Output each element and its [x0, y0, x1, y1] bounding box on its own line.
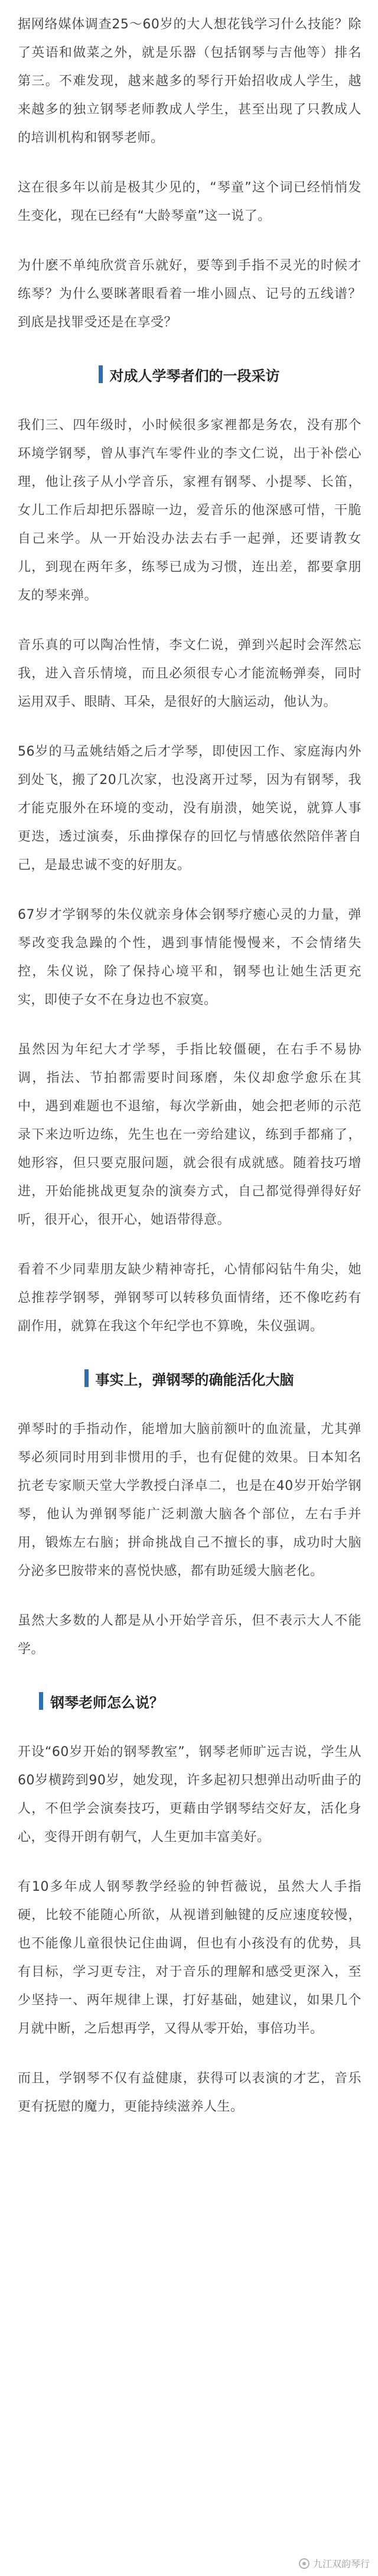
paragraph-piano-kids: 这在很多年以前是极其少见的，“琴童”这个词已经悄悄发生变化，现在已经有“大龄琴童”这一说了。: [18, 180, 361, 223]
paragraph-gap: [0, 1341, 378, 1359]
paragraph-practice: 虽然因为年纪大才学琴，手指比较僵硬，在右手不易协调，指法、节拍都需要时间琢磨，朱仪却愈学愈乐在其中，遇到难题也不退缩，每次学新曲，她会把老师的示范录下来边听边练，先生也在一旁给建议，练到手都痛了，她形容，但只要克服问题，就会很有成就感。随着技巧增进，开始能挑战更复杂的演奏方式，自己都觉得弹得好好听，很开心，很开心，她语带得意。: [18, 1042, 361, 1227]
heading-accent-bar: [39, 1692, 43, 1710]
account-watermark: [299, 2556, 370, 2570]
paragraph-gap: [0, 880, 378, 901]
paragraph-intro: 据网络媒体调查25～60岁的大人想花钱学习什么技能？除了英语和做菜之外，就是乐器（包括钢琴与吉他等）排名第三。不难发现，越来越多的琴行开始招收成人学生，越来越多的独立钢琴老师教成人学生，甚至出现了只教成人的培训机构和钢琴老师。: [18, 17, 361, 145]
paragraph-zhu-yi: 67岁才学钢琴的朱仪就亲身体会钢琴疗癒心灵的力量，弹琴改变我急躁的个性，遇到事情能慢慢来，不会情绪失控，朱仪说，除了保持心境平和，钢琴也让她生活更充实，即使子女不在身边也不寂寞。: [18, 908, 361, 1007]
paragraph-gap: [0, 1852, 378, 1873]
paragraph-gap: [0, 394, 378, 411]
paragraph-gap: [0, 1586, 378, 1607]
paragraph-teacher-zhong: 有10多年成人钢琴教学经验的钟哲薇说，虽然大人手指硬，比较不能随心所欲，从视谱到触键的反应速度较慢，也不能像儿童很快记住曲调，但也有小孩没有的优势，具有目标，学习更专注，对于音乐的理解和感受更深入，至少坚持一、两年规律上课，打好基础，她建议，如果几个月就中断，之后想再学，又得从零开始，事倍功半。: [18, 1880, 361, 2036]
section-heading-text: 钢琴老师怎么说？: [50, 1694, 164, 1711]
paragraph-gap: [0, 717, 378, 738]
section-heading-interview: [0, 355, 378, 394]
section-heading-brain: [0, 1359, 378, 1398]
paragraph-brain-activation: 弹琴时的手指动作，能增加大脑前额叶的血流量，尤其弹琴必须同时用到非惯用的手，也有促健的效果。日本知名抗老专家顺天堂大学教授白泽卓二，也是在40岁开始学钢琴，他认为弹钢琴能广泛刺激大脑各个部位，左右手并用，锻炼左右脑；拼命挑战自己不擅长的事，成功时大脑分泌多巴胺带来的喜悦快感，都有助延缓大脑老化。: [18, 1422, 361, 1579]
wechat-account-icon: [299, 2558, 309, 2569]
paragraph-li-wenren: 我们三、四年级时，小时候很多家裡都是务农，没有那个环境学钢琴，曾从事汽车零件业的李文仁说，出于补偿心理，他让孩子从小学音乐，家裡有钢琴、小提琴、长笛，女儿工作后却把乐器晾一边，爱音乐的他深感可惜，干脆自己来学。从一开始没办法去右手一起弹，还要请教女儿，到现在两年多，练琴已成为习惯，连出差，都要拿朋友的琴来弹。: [18, 418, 361, 603]
paragraph-ma-mengyao: 56岁的马孟姚结婚之后才学琴，即使因工作、家庭海内外到处飞，搬了20几次家，也没离开过琴，因为有钢琴，我才能克服外在环境的变动，没有崩溃，她笑说，就算人事更迭，透过演奏，乐曲撑保存的回忆与情感依然陪伴著自己，是最忠诚不变的好朋友。: [18, 744, 361, 873]
section-heading-text: 事实上，弹钢琴的确能活化大脑: [95, 1371, 294, 1388]
paragraph-recommend: 看着不少同辈朋友缺少精神寄托，心情郁闷钻牛角尖，她总推荐学钢琴，弹钢琴可以转移负面情绪，还不像吃药有副作用，就算在我这个年纪学也不算晚，朱仪强调。: [18, 1262, 361, 1334]
paragraph-gap: [0, 1234, 378, 1256]
paragraph-gap: [0, 610, 378, 631]
paragraph-gap: [0, 231, 378, 252]
watermark-text: 九江双韵琴行: [312, 2558, 370, 2569]
paragraph-gap: [0, 2043, 378, 2065]
paragraph-gap: [0, 1664, 378, 1681]
paragraph-question: 为什麽不单纯欣赏音乐就好，要等到手指不灵光的时候才练琴？为什么要眯著眼看着一堆小圆点、记号的五线谱？到底是找罪受还是在享受？: [18, 258, 361, 330]
paragraph-gap: [0, 1398, 378, 1415]
paragraph-gap: [0, 337, 378, 355]
heading-accent-bar: [84, 1369, 89, 1387]
paragraph-gap: [0, 153, 378, 174]
paragraph-gap: [0, 1720, 378, 1738]
paragraph-music-temperament: 音乐真的可以陶冶性情，李文仁说，弹到兴起时会浑然忘我，进入音乐情境，而且必须很专心才能流畅弹奏，同时运用双手、眼睛、耳朵，是很好的大脑运动，他认为。: [18, 638, 361, 709]
heading-accent-bar: [99, 365, 103, 383]
paragraph-adults-can-learn: 虽然大多数的人都是从小开始学音乐，但不表示大人不能学。: [18, 1613, 361, 1657]
paragraph-teacher-kuang: 开设“60岁开始的钢琴教室”，钢琴老师旷远吉说，学生从60岁横跨到90岁，她发现，许多起初只想弹出动听曲子的人，不但学会演奏技巧，更藉由学钢琴结交好友，活化身心，变得开朗有朝气，人生更加丰富美好。: [18, 1745, 361, 1845]
paragraph-conclusion: 而且，学钢琴不仅有益健康，获得可以表演的才艺，音乐更有抚慰的魔力，更能持续滋养人生。: [18, 2071, 361, 2114]
paragraph-gap: [0, 1015, 378, 1036]
section-heading-text: 对成人学琴者们的一段采访: [109, 367, 280, 384]
section-heading-teacher: [0, 1681, 378, 1720]
